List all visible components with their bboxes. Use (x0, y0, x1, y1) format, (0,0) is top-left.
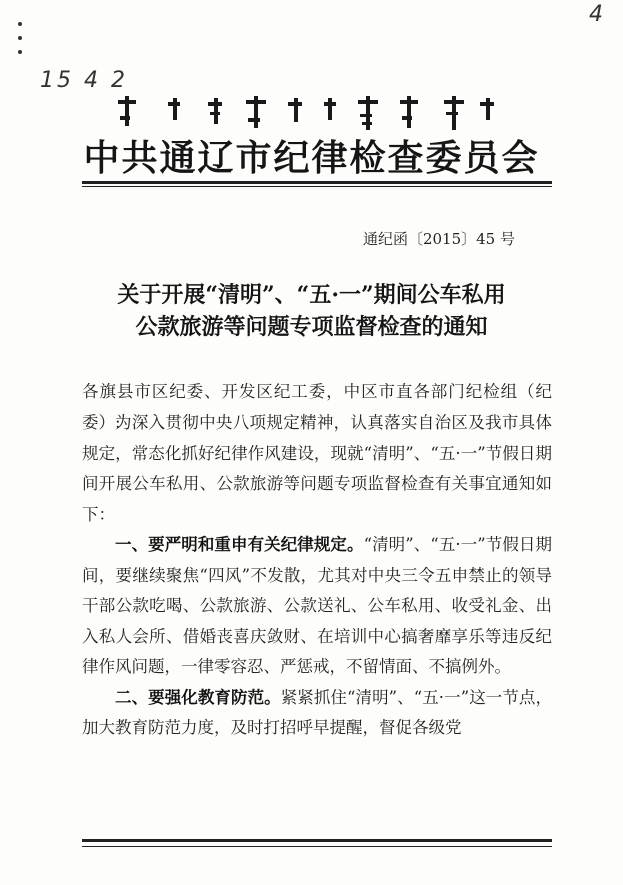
issuing-organization: 中共通辽市纪律检查委员会 (83, 137, 540, 179)
intro-paragraph: 为深入贯彻中央八项规定精神，认真落实自治区及我市具体规定，常态化抓好纪律作风建设，现就“清明”、“五·一”节假日期间开展公车私用、公款旅游等问题专项监督检查有关事宜通知如下： (82, 413, 552, 524)
section-1-heading: 一、要严明和重申有关纪律规定。 (115, 535, 364, 554)
document-number: 通纪函〔2015〕45 号 (362, 230, 515, 248)
body (82, 408, 552, 744)
footer-rule-thin (82, 846, 552, 847)
header-rule-thin (82, 186, 552, 187)
section-1 (82, 530, 552, 683)
section-2 (82, 683, 552, 744)
footer-rule-thick (82, 839, 552, 842)
page-number: 4 (589, 2, 603, 27)
header-rule-thick (82, 181, 552, 184)
document-title-line2: 公款旅游等问题专项监督检查的通知 (135, 314, 488, 340)
salutation-text: 各旗县市区纪委、开发区纪工委，中区市直各部门纪检组（纪委）: (82, 382, 552, 432)
section-1-text: “清明”、“五·一”节假日期间，要继续聚焦“四风”不发散，尤其对中央三令五申禁止的领导干部公款吃喝、公款旅游、公款送礼、公车私用、收受礼金、出入私人会所、借婚丧喜庆敛财、在培训中心搞奢靡享乐等违反纪律作风问题，一律零容忍、严惩戒，不留情面、不搞例外。 (82, 535, 552, 676)
section-2-heading: 二、要强化教育防范。 (115, 687, 281, 707)
mongolian-script-header (118, 92, 498, 134)
handwritten-note: 15 4 2 (40, 68, 128, 93)
document-title-line1: 关于开展“清明”、“五·一”期间公车私用 (117, 282, 506, 308)
binding-holes (18, 22, 26, 64)
section-2-text: 紧紧抓住“清明”、“五·一”这一节点，加大教育防范力度，及时打招呼早提醒，督促各级党 (82, 687, 552, 737)
